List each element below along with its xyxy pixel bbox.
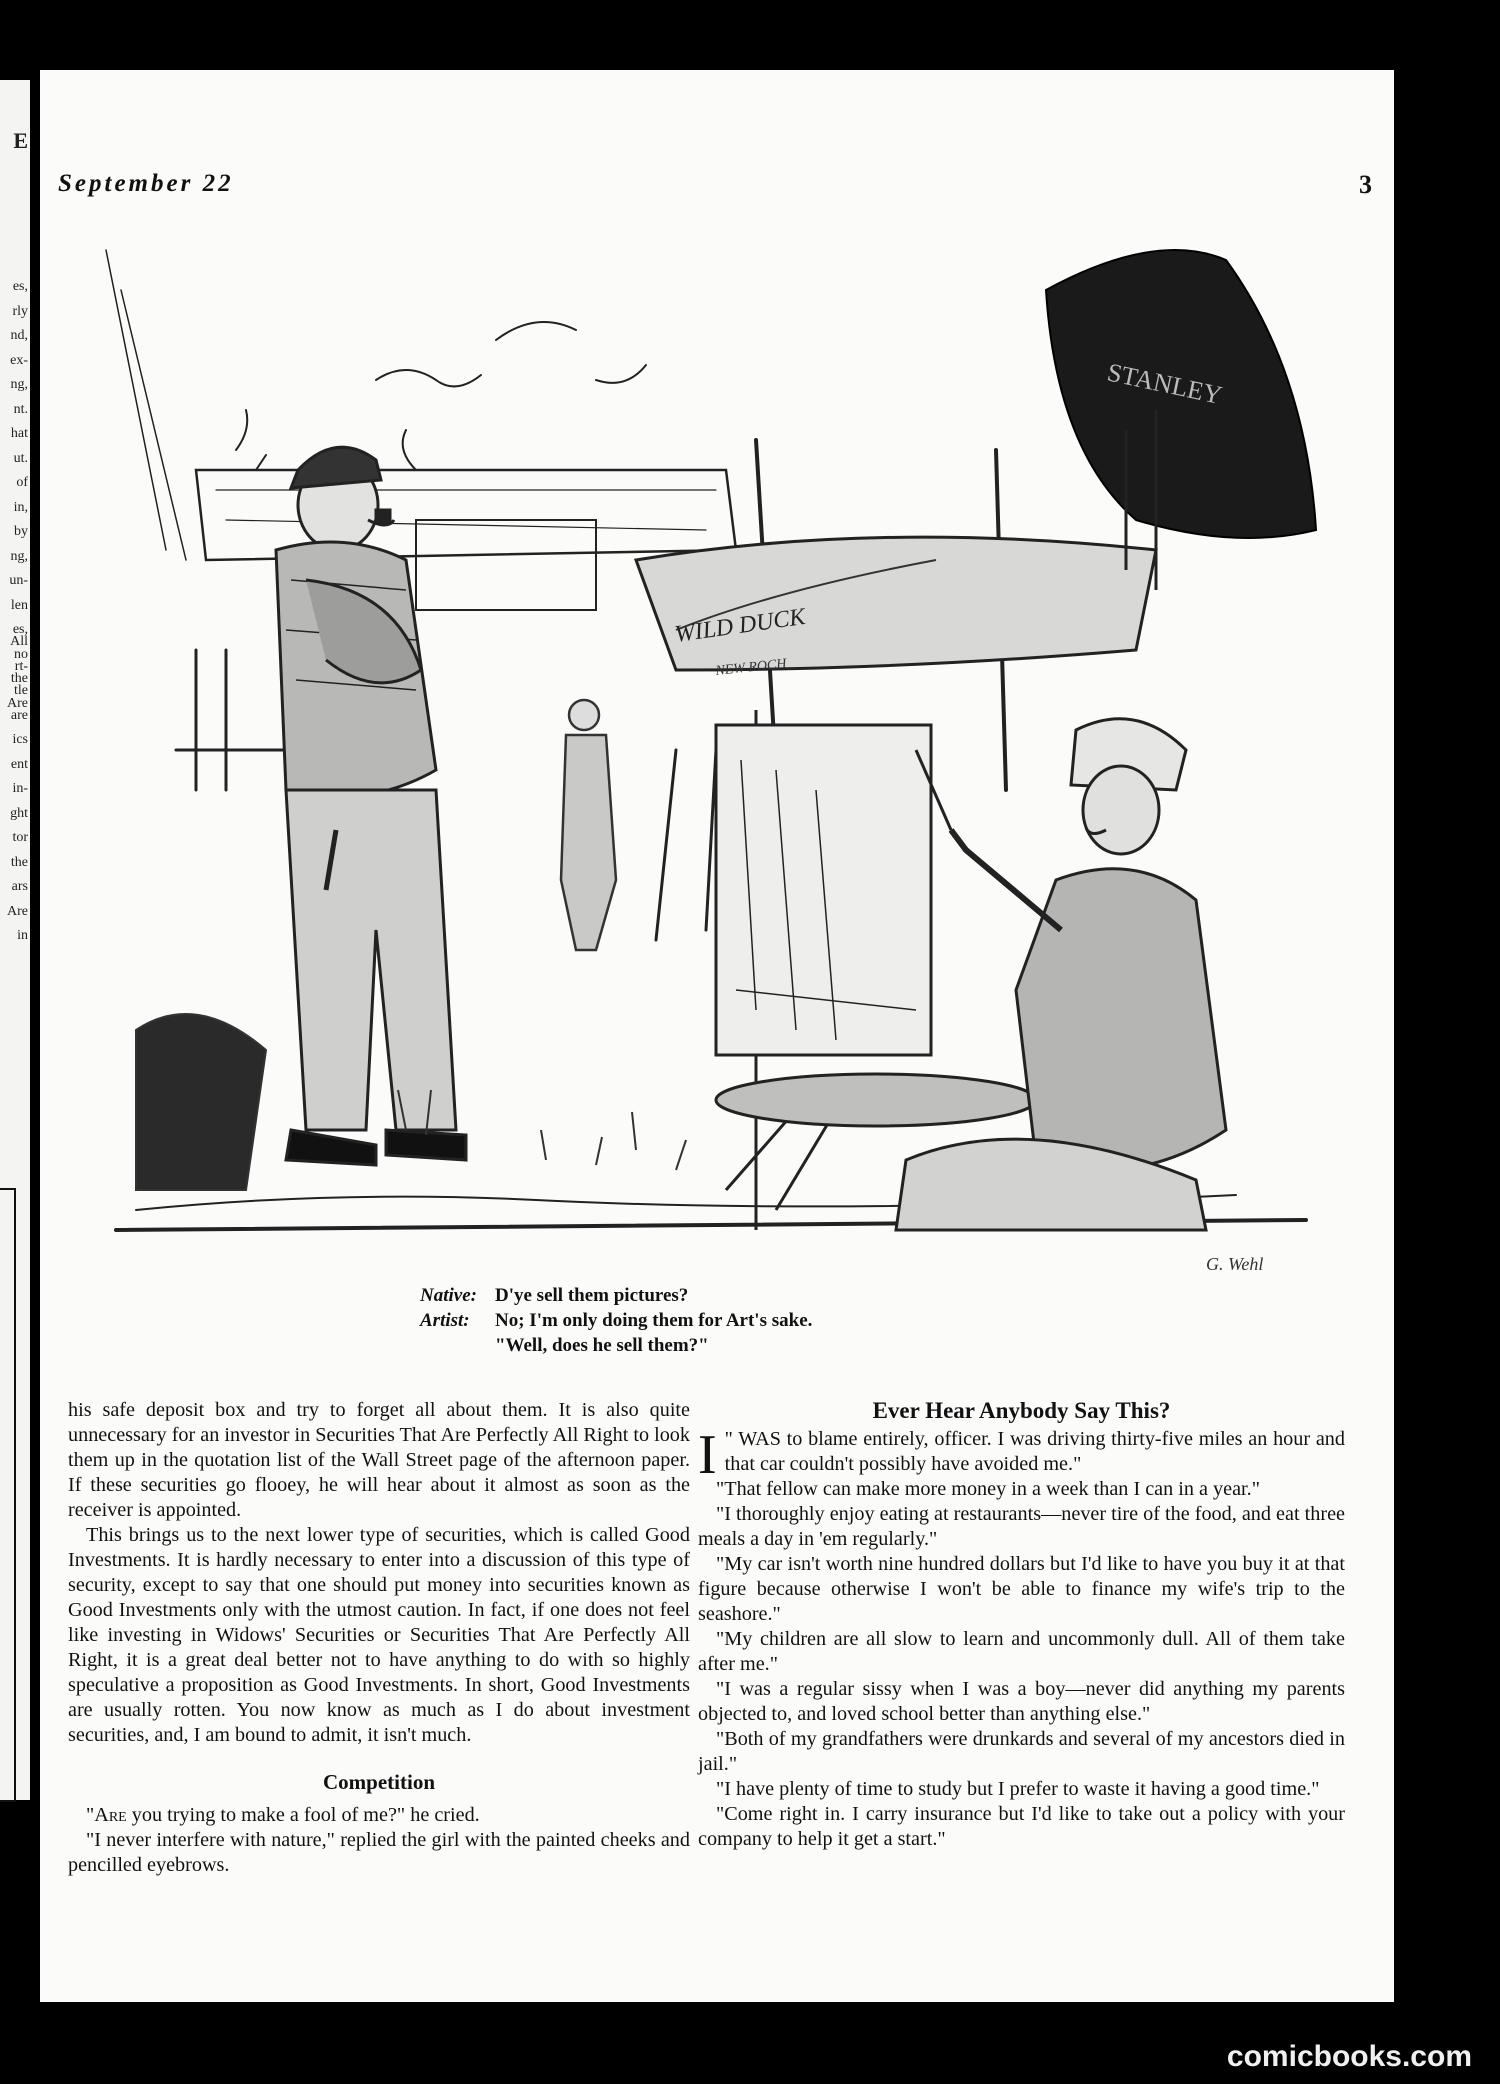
sliver-text-fragment: un- [9,573,28,588]
sliver-text-fragment: tle [14,683,28,698]
boat-name-lettering: WILD DUCK [673,603,807,648]
left-page-box-rule [0,1188,16,1802]
quote-paragraph: "Both of my grandfathers were drunkards and several of my ancestors died in jail." [698,1728,1345,1775]
sliver-text-fragment: ent [10,756,28,772]
cartoon-caption [420,1283,812,1358]
quote-paragraph: "I have plenty of time to study but I prefer to waste it having a good time." [716,1778,1320,1800]
sliver-text-fragment: ng, [10,377,28,392]
background-worker-figure [561,700,616,950]
sliver-text-fragment: ng, [10,548,28,564]
quote-paragraph [698,1424,1345,1486]
sliver-text-fragment: the [10,671,28,686]
page-number: 3 [1359,170,1372,199]
magazine-page [40,70,1394,2002]
sliver-text-fragment: by [14,524,28,539]
artist-figure [896,719,1226,1230]
article-paragraph: This brings us to the next lower type of securities, which is called Good Investments. It is hardly necessary to enter into a discussion of this type of security, except to say that one should put money into securities known as Good Investments only with the utmost caution. In fact, if one does not feel like investing in Widows' Securities or Securities That Are Perfectly All Right, it is a great deal better not to have anything to do with so highly speculative a proposition as Good Investments. In short, Good Investments are usually rotten. You now know as much as I do about investment securities, and, I am bound to admit, it isn't much. [68,1524,690,1746]
ever-hear-heading: Ever Hear Anybody Say This? [872,1398,1171,1423]
sliver-text-fragment: nt. [13,401,28,417]
cartoon-illustration [76,230,1338,1285]
sliver-text-fragment: All [10,634,28,649]
left-text-column [68,1398,690,1878]
sliver-text-fragment: in- [12,781,28,796]
sliver-text-fragment: ex- [10,352,28,368]
caption-speaker-artist: Artist: [420,1310,470,1331]
quote-paragraph: "My children are all slow to learn and uncommonly dull. All of them take after me." [698,1628,1345,1675]
drop-cap: I [698,1424,717,1486]
sliver-text-fragment: rt- [14,658,28,674]
competition-text: you trying to make a fool of me?" he cried. [126,1804,480,1826]
sliver-text-fragment: no [14,646,28,662]
quote-paragraph: "My car isn't worth nine hundred dollars but I'd like to have you buy it at that figure because otherwise I won't be able to finance my wife's trip to the seashore." [698,1553,1345,1625]
artist-signature: G. Wehl [1206,1254,1264,1274]
sliver-text-fragment: hat [10,426,28,441]
running-date: September 22 [58,170,234,197]
sliver-text-fragment: rly [12,303,28,319]
stern-name-lettering: STANLEY [1104,357,1225,411]
small-caps-lead: "Are [86,1804,127,1826]
caption-line-3: "Well, does he sell them?" [495,1335,709,1356]
sliver-text-fragment: of [16,475,28,490]
sliver-text-fragment: the [10,854,28,870]
sliver-text-fragment: ut. [13,450,28,466]
quote-paragraph: "That fellow can make more money in a week than I can in a year." [716,1478,1260,1500]
sliver-text-fragment: tor [12,830,28,845]
page-header [58,170,1372,210]
open-quote: " [724,1428,733,1450]
sliver-text-fragment: in [17,928,28,943]
competition-heading: Competition [323,1770,435,1794]
competition-paragraph [68,1803,690,1828]
sliver-text-fragment: ght [10,805,28,821]
sliver-text-fragment: in, [13,499,28,515]
quote-text: WAS to blame entirely, officer. I was driving thirty-five miles an hour and that car couldn't possibly have avoided me." [724,1428,1345,1475]
sliver-text-fragment: es, [12,279,28,294]
right-text-column [698,1398,1345,1852]
caption-line-1: D'ye sell them pictures? [495,1285,689,1306]
quote-paragraph: "I thoroughly enjoy eating at restaurants—never tire of the food, and eat three meals a day in 'em regularly." [698,1503,1345,1550]
sliver-text-fragment: nd, [10,328,28,343]
sliver-text-fragment: Are [7,695,28,711]
boat-port-lettering: NEW ROCH [714,656,788,679]
sliver-text-fragment: E [13,128,28,153]
competition-paragraph: "I never interfere with nature," replied the girl with the painted cheeks and pencilled eyebrows. [68,1829,690,1876]
quote-paragraph: "I was a regular sissy when I was a boy—never did anything my parents objected to, and loved school better than anything else." [698,1678,1345,1725]
article-paragraph: his safe deposit box and try to forget all about them. It is also quite unnecessary for an investor in Securities That Are Perfectly All Right to look them up in the quotation list of the Wall Street page of the afternoon paper. If these securities go flooey, he will hear about it almost as soon as the receiver is appointed. [68,1399,690,1521]
sliver-text-fragment: are [10,707,28,723]
sliver-text-fragment: len [10,597,28,613]
quote-paragraph: "Come right in. I carry insurance but I'd like to take out a policy with your company to help it get a start." [698,1803,1345,1850]
sliver-text-fragment: es, [12,622,28,637]
sliver-text-fragment: Are [7,903,28,919]
sliver-text-fragment: ars [11,879,28,894]
caption-line-2: No; I'm only doing them for Art's sake. [495,1310,813,1331]
caption-speaker-native: Native: [420,1285,477,1306]
sliver-text-fragment: ics [12,732,28,747]
watermark: comicbooks.com [1226,2040,1472,2073]
